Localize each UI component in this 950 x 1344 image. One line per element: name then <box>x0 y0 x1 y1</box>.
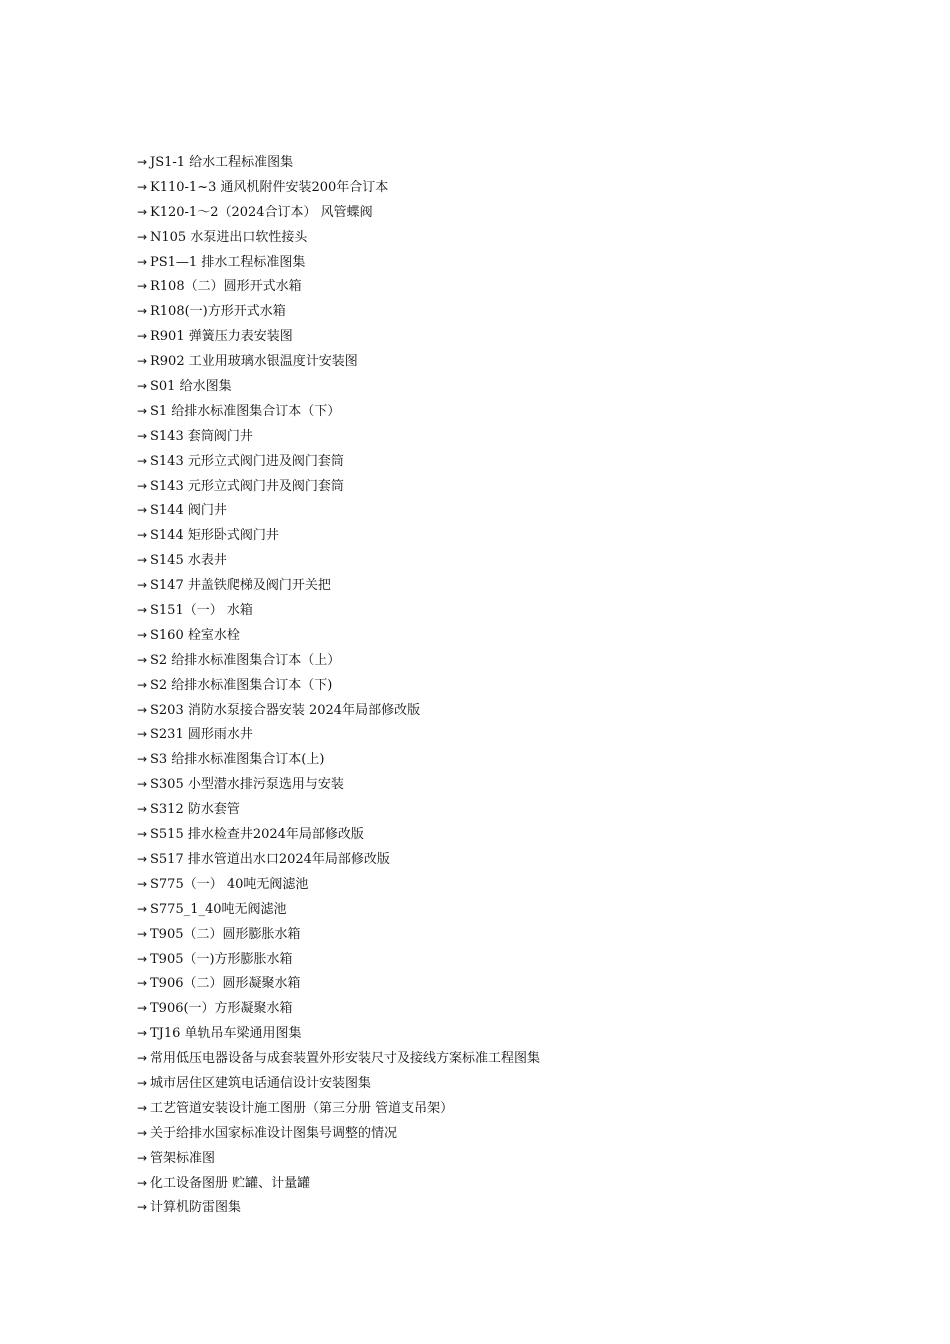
list-item <box>137 523 540 548</box>
arrow-icon: → <box>137 1075 148 1090</box>
arrow-icon: → <box>137 652 148 667</box>
arrow-icon: → <box>137 603 148 618</box>
arrow-icon: → <box>137 354 148 369</box>
list-item <box>137 598 540 623</box>
list-item <box>137 797 540 822</box>
list-item-label: TJ16 单轨吊车梁通用图集 <box>150 1026 302 1042</box>
arrow-icon: → <box>137 329 148 344</box>
list-item <box>137 150 540 175</box>
list-item <box>137 225 540 250</box>
list-item-label: T906（二）圆形凝聚水箱 <box>150 976 301 992</box>
arrow-icon: → <box>137 403 148 418</box>
list-item-label: JS1-1 给水工程标准图集 <box>150 155 294 170</box>
arrow-icon: → <box>137 1150 148 1165</box>
list-item-label: 关于给排水国家标准设计图集号调整的情况 <box>150 1125 398 1141</box>
arrow-icon: → <box>137 901 148 916</box>
list-item-label: R901 弹簧压力表安装图 <box>150 329 293 345</box>
list-item-label: K120-1～2（2024合订本） 风管蝶阀 <box>150 204 373 220</box>
list-item <box>137 1195 540 1220</box>
list-item-label: S01 给水图集 <box>150 379 232 395</box>
list-item <box>137 1096 540 1121</box>
list-item <box>137 872 540 897</box>
arrow-icon: → <box>137 851 148 866</box>
list-item <box>137 747 540 772</box>
arrow-icon: → <box>137 204 148 219</box>
list-item <box>137 1046 540 1071</box>
list-item-label: T906(一）方形凝聚水箱 <box>150 1001 293 1017</box>
list-item <box>137 673 540 698</box>
list-item-label: S147 井盖铁爬梯及阀门开关把 <box>150 578 331 594</box>
arrow-icon: → <box>137 379 148 394</box>
list-item-label: 工艺管道安装设计施工图册（第三分册 管道支吊架） <box>150 1100 454 1116</box>
list-item <box>137 1121 540 1146</box>
list-item <box>137 349 540 374</box>
arrow-icon: → <box>137 155 148 169</box>
list-item <box>137 1071 540 1096</box>
list-item <box>137 922 540 947</box>
arrow-icon: → <box>137 453 148 468</box>
list-item <box>137 698 540 723</box>
arrow-icon: → <box>137 528 148 543</box>
arrow-icon: → <box>137 478 148 493</box>
list-item-label: 城市居住区建筑电话通信设计安装图集 <box>150 1075 372 1091</box>
list-item <box>137 722 540 747</box>
list-item-label: 计算机防雷图集 <box>150 1200 242 1216</box>
arrow-icon: → <box>137 1125 148 1140</box>
arrow-icon: → <box>137 304 148 319</box>
arrow-icon: → <box>137 428 148 443</box>
arrow-icon: → <box>137 553 148 568</box>
list-item-label: R108(一)方形开式水箱 <box>150 304 286 320</box>
list-item-label: S151（一） 水箱 <box>150 603 253 619</box>
list-item <box>137 299 540 324</box>
arrow-icon: → <box>137 503 148 518</box>
list-item-label: S312 防水套管 <box>150 802 240 818</box>
list-item-label: S143 元形立式阀门井及阀门套筒 <box>150 478 344 494</box>
arrow-icon: → <box>137 677 148 692</box>
list-item <box>137 847 540 872</box>
list-item <box>137 822 540 847</box>
list-item-label: S517 排水管道出水口2024年局部修改版 <box>150 851 390 867</box>
list-item-label: S143 套筒阀门井 <box>150 428 253 444</box>
arrow-icon: → <box>137 876 148 891</box>
arrow-icon: → <box>137 1100 148 1115</box>
list-item <box>137 399 540 424</box>
arrow-icon: → <box>137 1051 148 1066</box>
list-item <box>137 947 540 972</box>
list-item <box>137 971 540 996</box>
arrow-icon: → <box>137 578 148 593</box>
list-item-label: S160 栓室水栓 <box>150 627 240 643</box>
arrow-icon: → <box>137 777 148 792</box>
list-item-label: R108（二）圆形开式水箱 <box>150 279 302 295</box>
arrow-icon: → <box>137 179 148 194</box>
arrow-icon: → <box>137 976 148 991</box>
list-item <box>137 548 540 573</box>
arrow-icon: → <box>137 1026 148 1041</box>
list-item <box>137 1146 540 1171</box>
list-item <box>137 623 540 648</box>
arrow-icon: → <box>137 254 148 269</box>
list-item-label: S2 给排水标准图集合订本（下) <box>150 677 333 693</box>
atlas-list <box>137 150 540 1220</box>
list-item-label: PS1—1 排水工程标准图集 <box>150 254 306 270</box>
list-item-label: S231 圆形雨水井 <box>150 727 253 743</box>
list-item-label: N105 水泵进出口软性接头 <box>150 229 308 245</box>
list-item <box>137 250 540 275</box>
arrow-icon: → <box>137 926 148 941</box>
list-item-label: S515 排水检查井2024年局部修改版 <box>150 827 364 843</box>
list-item <box>137 200 540 225</box>
list-item-label: S1 给排水标准图集合订本（下） <box>150 403 341 419</box>
list-item-label: S143 元形立式阀门进及阀门套筒 <box>150 453 344 469</box>
list-item <box>137 772 540 797</box>
list-item <box>137 648 540 673</box>
list-item <box>137 175 540 200</box>
arrow-icon: → <box>137 1175 148 1190</box>
list-item <box>137 1021 540 1046</box>
arrow-icon: → <box>137 802 148 817</box>
list-item <box>137 324 540 349</box>
list-item <box>137 474 540 499</box>
arrow-icon: → <box>137 727 148 742</box>
list-item <box>137 424 540 449</box>
arrow-icon: → <box>137 229 148 244</box>
list-item <box>137 374 540 399</box>
list-item-label: T905（二）圆形膨胀水箱 <box>150 926 301 942</box>
list-item <box>137 1171 540 1196</box>
list-item-label: S2 给排水标准图集合订本（上） <box>150 652 341 668</box>
list-item-label: S203 消防水泵接合器安装 2024年局部修改版 <box>150 702 421 718</box>
arrow-icon: → <box>137 627 148 642</box>
arrow-icon: → <box>137 702 148 717</box>
list-item-label: 常用低压电器设备与成套装置外形安装尺寸及接线方案标准工程图集 <box>150 1051 541 1067</box>
arrow-icon: → <box>137 1200 148 1215</box>
list-item <box>137 573 540 598</box>
list-item-label: S305 小型潜水排污泵选用与安装 <box>150 777 344 793</box>
list-item <box>137 274 540 299</box>
list-item-label: K110-1~3 通风机附件安装200年合订本 <box>150 179 389 195</box>
arrow-icon: → <box>137 752 148 767</box>
list-item-label: T905（一)方形膨胀水箱 <box>150 951 293 967</box>
list-item-label: S144 阀门井 <box>150 503 227 519</box>
arrow-icon: → <box>137 279 148 294</box>
list-item-label: S775_1_40吨无阀滤池 <box>150 901 287 917</box>
list-item <box>137 897 540 922</box>
list-item-label: 化工设备图册 贮罐、计量罐 <box>150 1175 311 1191</box>
list-item-label: S775（一） 40吨无阀滤池 <box>150 876 309 892</box>
arrow-icon: → <box>137 827 148 842</box>
list-item-label: S3 给排水标准图集合订本(上) <box>150 752 325 768</box>
arrow-icon: → <box>137 1001 148 1016</box>
list-item-label: R902 工业用玻璃水银温度计安装图 <box>150 354 358 370</box>
list-item <box>137 449 540 474</box>
list-item-label: 管架标准图 <box>150 1150 216 1166</box>
list-item-label: S144 矩形卧式阀门井 <box>150 528 279 544</box>
arrow-icon: → <box>137 951 148 966</box>
list-item <box>137 498 540 523</box>
list-item-label: S145 水表井 <box>150 553 227 569</box>
list-item <box>137 996 540 1021</box>
